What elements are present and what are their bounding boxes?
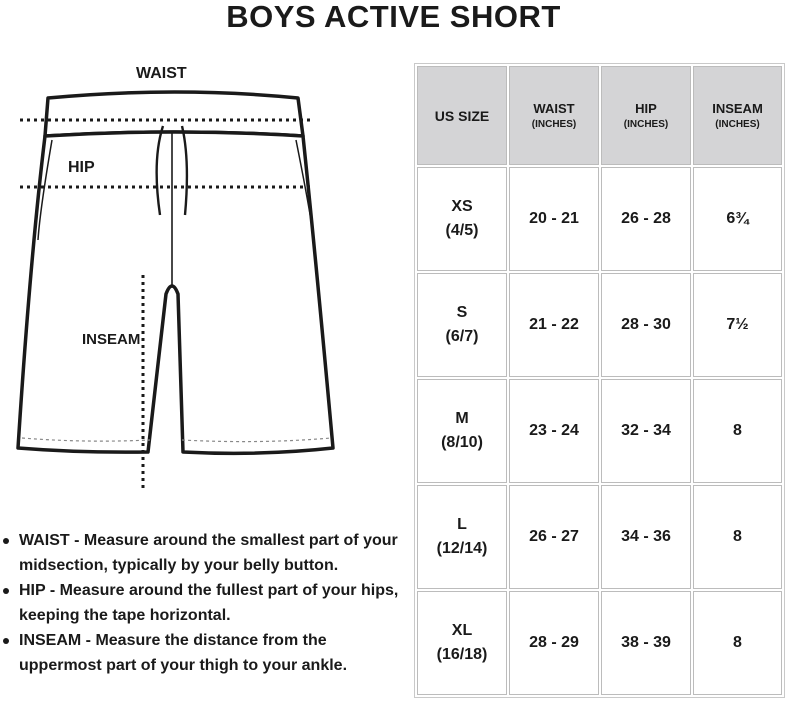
instruction-inseam: INSEAM - Measure the distance from the uppermost part of your thigh to your ankle. [0, 628, 400, 678]
table-row [417, 485, 782, 589]
hip-cell: 38 - 39 [601, 591, 691, 695]
waist-cell: 26 - 27 [509, 485, 599, 589]
size-cell [417, 167, 507, 271]
size-cell [417, 379, 507, 483]
waist-cell: 20 - 21 [509, 167, 599, 271]
size-chart-table [414, 63, 785, 698]
waist-label: WAIST [136, 65, 187, 82]
size-letter: L [457, 516, 467, 533]
header-label: US SIZE [434, 107, 490, 124]
hip-cell: 32 - 34 [601, 379, 691, 483]
measurement-instructions [0, 528, 400, 678]
waist-cell: 23 - 24 [509, 379, 599, 483]
size-cell [417, 485, 507, 589]
inseam-cell: 8 [693, 485, 782, 589]
instruction-hip: HIP - Measure around the fullest part of your hips, keeping the tape horizontal. [0, 578, 400, 628]
table-row [417, 379, 782, 483]
shorts-illustration [0, 60, 400, 500]
inseam-label: INSEAM [82, 331, 141, 348]
size-cell [417, 273, 507, 377]
header-waist [509, 66, 599, 165]
header-unit: (INCHES) [531, 119, 577, 130]
header-hip [601, 66, 691, 165]
size-letter: XS [451, 198, 473, 215]
size-numeric: (16/18) [436, 646, 488, 663]
size-numeric: (8/10) [441, 434, 483, 451]
size-cell [417, 591, 507, 695]
hip-cell: 28 - 30 [601, 273, 691, 377]
page-title: BOYS ACTIVE SHORT [226, 0, 561, 34]
hip-cell: 26 - 28 [601, 167, 691, 271]
table-row [417, 591, 782, 695]
waist-cell: 28 - 29 [509, 591, 599, 695]
table-row [417, 167, 782, 271]
size-letter: S [456, 304, 468, 321]
size-numeric: (12/14) [436, 540, 488, 557]
waist-cell: 21 - 22 [509, 273, 599, 377]
header-label: WAIST [533, 101, 575, 116]
size-numeric: (4/5) [445, 222, 479, 239]
header-us-size [417, 66, 507, 165]
header-label: HIP [635, 101, 657, 116]
size-letter: M [455, 410, 469, 427]
table-row [417, 273, 782, 377]
size-numeric: (6/7) [445, 328, 479, 345]
inseam-cell: 8 [693, 591, 782, 695]
hip-label: HIP [68, 159, 95, 176]
instruction-waist: WAIST - Measure around the smallest part of your midsection, typically by your belly button. [0, 528, 400, 578]
header-unit: (INCHES) [715, 119, 760, 130]
header-inseam [693, 66, 782, 165]
shorts-measurement-diagram [0, 60, 400, 500]
size-letter: XL [451, 622, 473, 639]
hip-cell: 34 - 36 [601, 485, 691, 589]
inseam-cell: 7½ [693, 273, 782, 377]
table-header-row [417, 66, 782, 165]
header-unit: (INCHES) [623, 119, 669, 130]
header-label: INSEAM [712, 101, 763, 116]
inseam-cell: 6¾ [693, 167, 782, 271]
inseam-cell: 8 [693, 379, 782, 483]
